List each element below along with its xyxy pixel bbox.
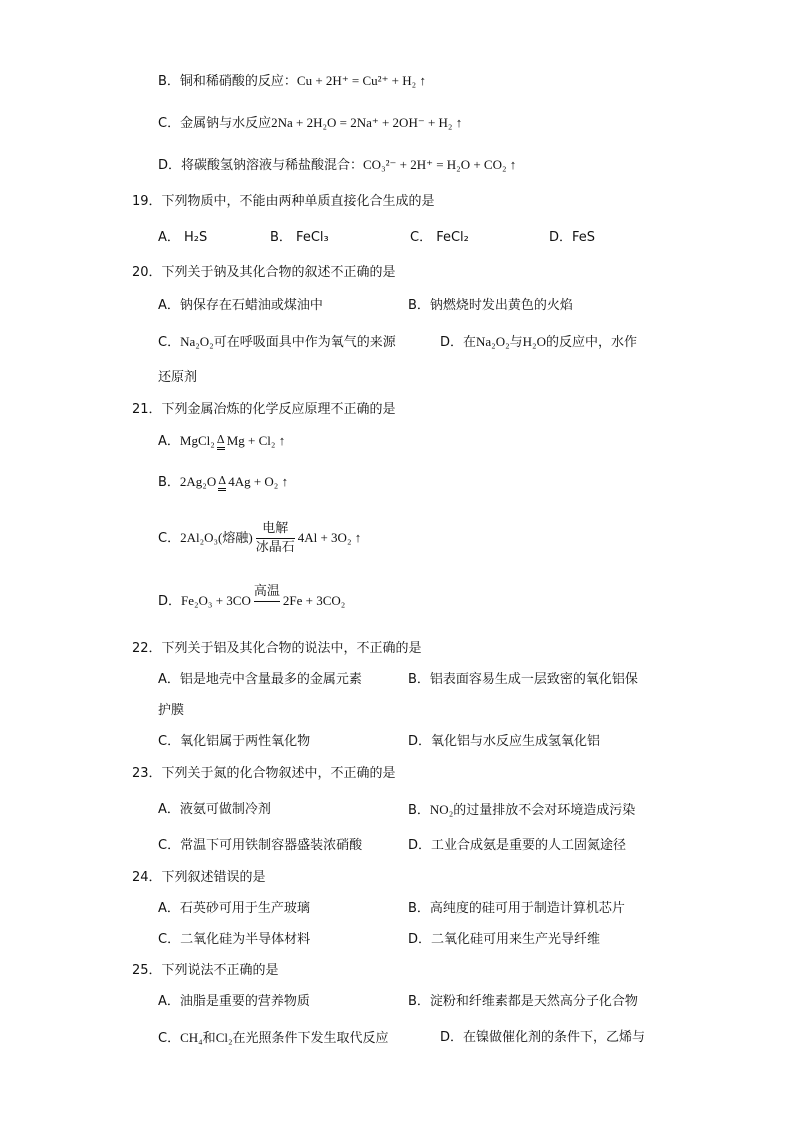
q24-option-c: C．二氧化硅为半导体材料 <box>158 932 311 947</box>
q19-option-c: C． FeCl₂ <box>410 230 469 245</box>
products: 4Ag + O₂ ↑ <box>228 474 289 489</box>
equation: CO₃²⁻ + 2H⁺ = H₂O + CO₂ ↑ <box>363 157 517 172</box>
q22-option-d: D．氧化铝与水反应生成氢氧化铝 <box>408 734 601 749</box>
question-25: 25．下列说法不正确的是 <box>132 963 279 978</box>
condition-top: 电解 <box>262 521 289 536</box>
products: 2Fe + 3CO₂ <box>282 593 346 608</box>
q21-option-a <box>158 432 285 451</box>
q24-option-a: A．石英砂可用于生产玻璃 <box>158 901 310 916</box>
formula: H₂O <box>522 334 546 349</box>
reactants: Fe₂O₃ + 3CO <box>181 593 251 608</box>
option-label: D．将碳酸氢钠溶液与稀盐酸混合： <box>158 158 364 173</box>
electrolysis-condition <box>256 521 295 556</box>
option-label: B． <box>158 475 180 490</box>
option-label: D．在 <box>440 335 477 350</box>
option-label: C． <box>158 1031 181 1046</box>
q22-option-b-continued: 护膜 <box>158 703 185 718</box>
q22-option-a: A．铝是地壳中含量最多的金属元素 <box>158 672 362 687</box>
q25-option-a: A．油脂是重要的营养物质 <box>158 994 310 1009</box>
formula: Na₂O₂ <box>180 334 214 349</box>
option-text: 的反应中，水作 <box>545 335 637 350</box>
option-text: 和 <box>202 1031 216 1046</box>
condition-symbol: Δ <box>218 473 227 487</box>
formula: Cl₂ <box>215 1030 233 1045</box>
option-text: 的过量排放不会对环境造成污染 <box>453 803 636 818</box>
condition-symbol: Δ <box>216 432 225 446</box>
q18-option-d <box>158 156 516 175</box>
q21-option-c <box>158 516 361 561</box>
reactants: 2Ag₂O <box>179 474 217 489</box>
option-text: 与 <box>509 335 523 350</box>
q23-option-d: D．工业合成氨是重要的人工固氮途径 <box>408 838 627 853</box>
question-21: 21．下列金属冶炼的化学反应原理不正确的是 <box>132 402 396 417</box>
question-24: 24．下列叙述错误的是 <box>132 870 266 885</box>
q23-option-a: A．液氨可做制冷剂 <box>158 802 271 817</box>
formula: CH₄ <box>180 1030 203 1045</box>
q24-option-d: D．二氧化硅可用来生产光导纤维 <box>408 932 601 947</box>
option-label: C． <box>158 335 181 350</box>
q25-option-b: B．淀粉和纤维素都是天然高分子化合物 <box>408 994 638 1009</box>
q18-option-c <box>158 114 462 133</box>
option-text: 可在呼吸面具中作为氧气的来源 <box>213 335 396 350</box>
q23-option-c: C．常温下可用铁制容器盛装浓硝酸 <box>158 838 363 853</box>
q20-option-a: A．钠保存在石蜡油或煤油中 <box>158 298 323 313</box>
option-label: C． <box>158 531 181 546</box>
heat-condition <box>217 434 225 450</box>
q18-option-b <box>158 72 426 91</box>
q22-option-b: B．铝表面容易生成一层致密的氧化铝保 <box>408 672 638 687</box>
question-22: 22．下列关于铝及其化合物的说法中，不正确的是 <box>132 641 422 656</box>
condition-top: 高温 <box>253 584 280 599</box>
reactants: 2Al₂O₃(熔融) <box>180 530 253 545</box>
q19-option-a: A． H₂S <box>158 230 208 245</box>
option-text: 在光照条件下发生取代反应 <box>232 1031 389 1046</box>
high-temp-condition <box>254 584 280 619</box>
reactants: MgCl₂ <box>179 433 215 448</box>
option-label: B．铜和稀硝酸的反应： <box>158 74 297 89</box>
q20-option-b: B．钠燃烧时发出黄色的火焰 <box>408 298 573 313</box>
q20-option-d <box>440 333 637 352</box>
formula: NO₂ <box>429 802 454 817</box>
heat-condition <box>218 475 226 491</box>
option-label: A． <box>158 434 180 449</box>
option-label: C．金属钠与水反应 <box>158 116 272 131</box>
q20-option-c <box>158 333 396 352</box>
question-20: 20．下列关于钠及其化合物的叙述不正确的是 <box>132 265 396 280</box>
q19-option-b: B． FeCl₃ <box>270 230 329 245</box>
option-label: B． <box>408 803 430 818</box>
question-19: 19．下列物质中，不能由两种单质直接化合生成的是 <box>132 194 435 209</box>
equation: 2Na + 2H₂O = 2Na⁺ + 2OH⁻ + H₂ ↑ <box>271 115 463 130</box>
q21-option-d <box>158 584 345 619</box>
products: Mg + Cl₂ ↑ <box>226 433 286 448</box>
question-23: 23．下列关于氮的化合物叙述中，不正确的是 <box>132 766 396 781</box>
q25-option-d: D．在镍做催化剂的条件下，乙烯与 <box>440 1030 646 1045</box>
q19-option-d: D．FeS <box>549 230 596 245</box>
q24-option-b: B．高纯度的硅可用于制造计算机芯片 <box>408 901 625 916</box>
formula: Na₂O₂ <box>476 334 510 349</box>
products: 4Al + 3O₂ ↑ <box>297 530 362 545</box>
q21-option-b <box>158 473 288 492</box>
q23-option-b <box>408 801 635 820</box>
q25-option-c <box>158 1029 389 1048</box>
q20-option-d-continued: 还原剂 <box>158 370 198 385</box>
option-label: D． <box>158 594 182 609</box>
q22-option-c: C．氧化铝属于两性氧化物 <box>158 734 311 749</box>
condition-bottom: 冰晶石 <box>255 540 295 555</box>
equation: Cu + 2H⁺ = Cu²⁺ + H₂ ↑ <box>296 73 426 88</box>
